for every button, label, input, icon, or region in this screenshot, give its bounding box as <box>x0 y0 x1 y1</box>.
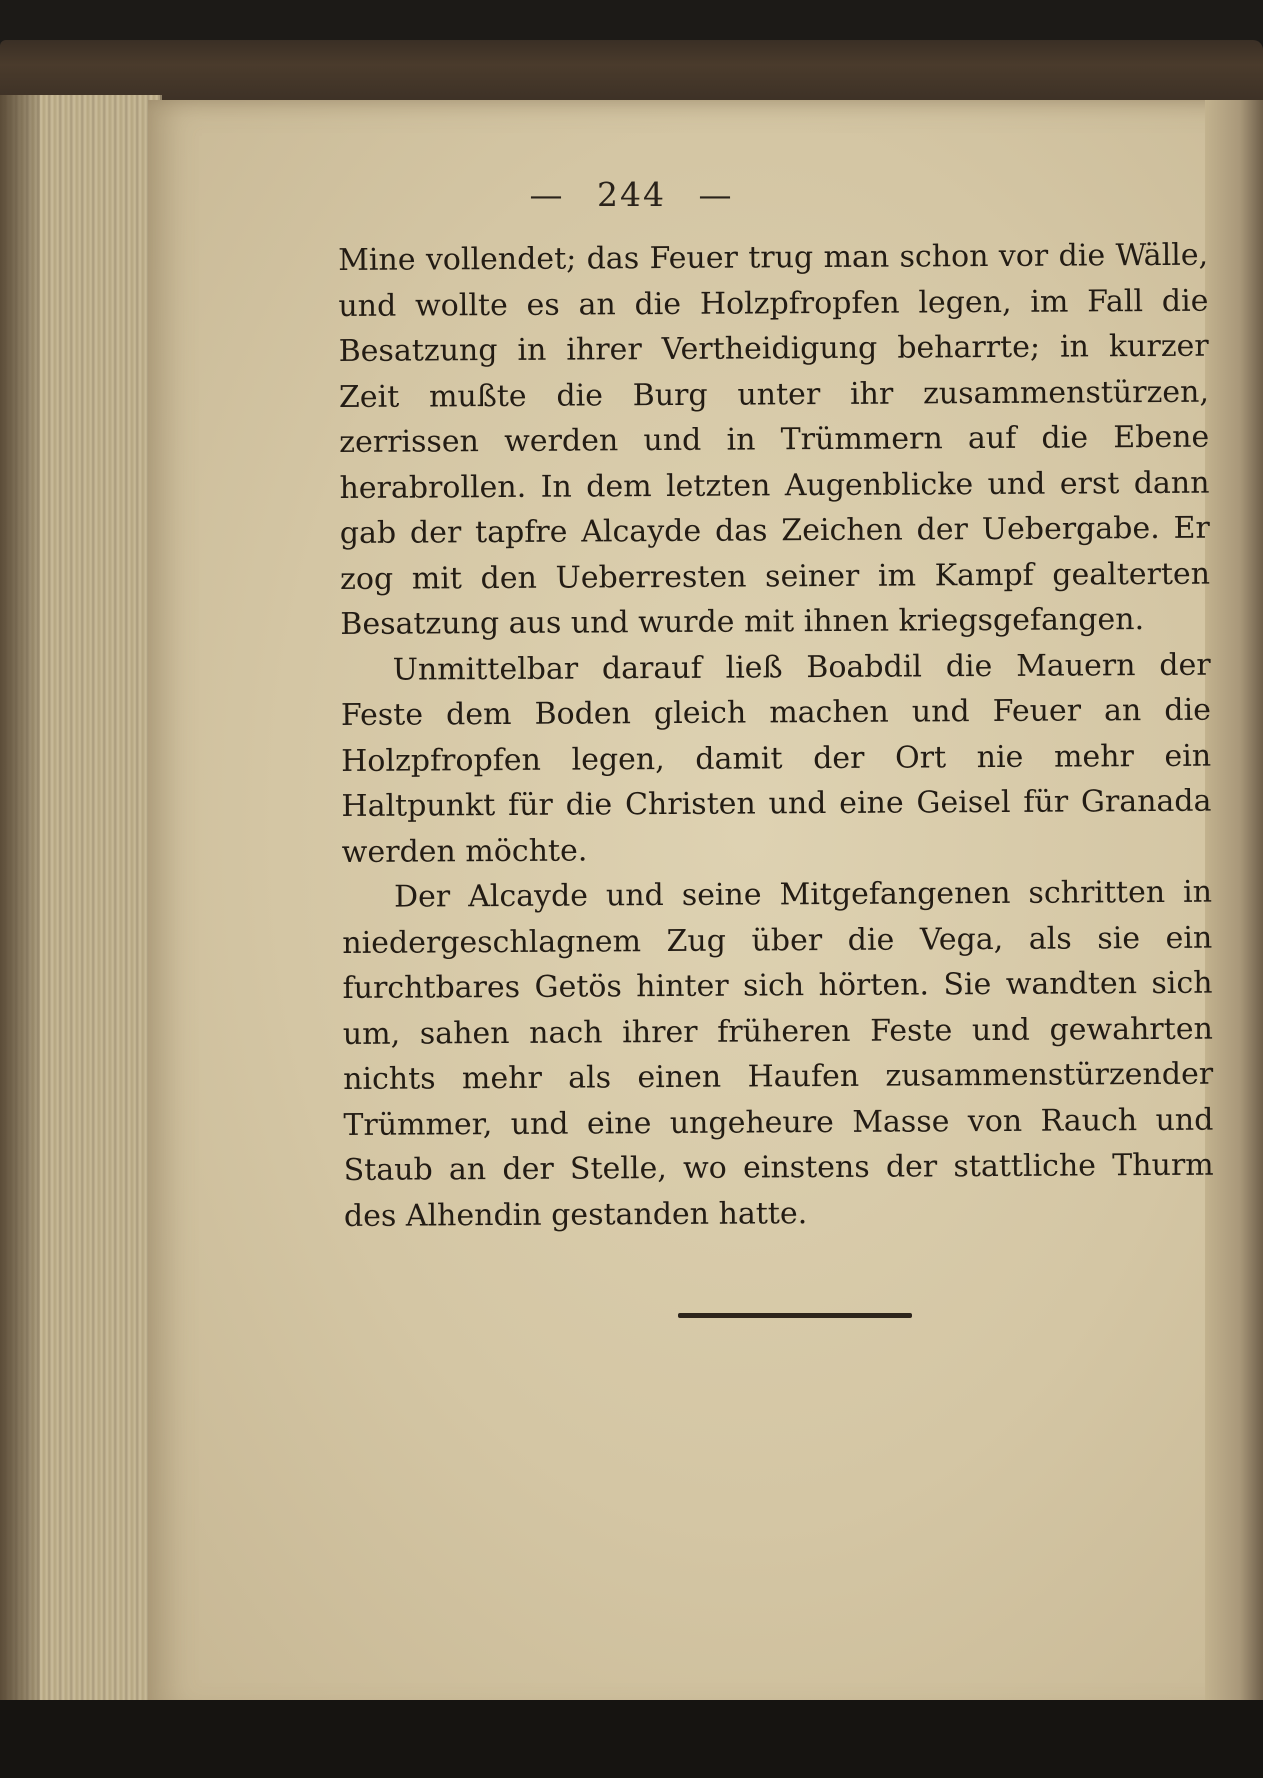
body-text <box>338 233 1214 1239</box>
paragraph-2: Unmittelbar darauf ließ Boabdil die Mauern der Feste dem Boden gleich machen und Feuer an die Holzpfropfen legen, damit der Ort nie mehr ein Haltpunkt für die Christen und eine Geisel für Granada werden möchte. <box>340 647 1212 870</box>
end-rule <box>678 1313 912 1318</box>
page-number: 244 <box>597 175 666 214</box>
book-cover-top <box>0 40 1263 102</box>
paragraph-1: Mine vollendet; das Feuer trug man schon vor die Wälle, und wollte es an die Holzpfropfen legen, im Fall die Besatzung in ihrer Vertheidigung beharrte; in kurzer Zeit mußte die Burg unter ihr zusammenstürzen, zerrissen werden und in Trümmern auf die Ebene herabrollen. In dem letzten Augenblicke und erst dann gab der tapfre Alcayde das Zeichen der Uebergabe. Er zog mit den Ueberresten seiner im Kampf gealterten Besatzung aus und wurde mit ihnen kriegsgefangen. <box>338 237 1211 642</box>
header-dash-left: — <box>529 175 565 214</box>
page-fore-edge <box>1205 100 1263 1716</box>
page-stack-shadow <box>0 95 40 1725</box>
header-dash-right: — <box>698 175 734 214</box>
page-header <box>0 175 1263 214</box>
book-cover-bottom <box>0 1700 1263 1778</box>
paragraph-3: Der Alcayde und seine Mitgefangenen schritten in niedergeschlagnem Zug über die Vega, als sie ein furchtbares Getös hinter sich hörten. Sie wandten sich um, sahen nach ihrer früheren Feste und gewahrten nichts mehr als einen Haufen zusammenstürzender Trümmer, und eine ungeheure Masse von Rauch und Staub an der Stelle, wo einstens der stattliche Thurm des Alhendin gestanden hatte. <box>342 874 1214 1234</box>
